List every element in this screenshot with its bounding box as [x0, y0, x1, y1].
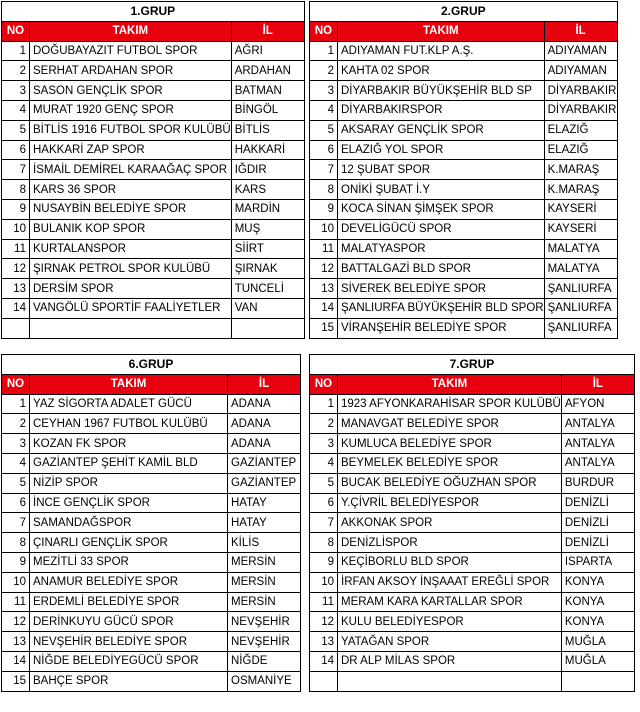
group-table	[309, 1, 618, 339]
row-number: 9	[310, 552, 338, 572]
row-number: 4	[310, 453, 338, 473]
team-name: YAZ SİGORTA ADALET GÜCÜ	[30, 394, 228, 414]
city-name: DİYARBAKIR	[544, 100, 617, 120]
team-name: MURAT 1920 GENÇ SPOR	[30, 100, 232, 120]
team-name: VANGÖLÜ SPORTİF FAALİYETLER	[30, 298, 232, 318]
row-number: 8	[2, 533, 30, 553]
team-name: NUSAYBİN BELEDİYE SPOR	[30, 199, 232, 219]
team-name: Y.ÇİVRİL BELEDİYESPOR	[338, 493, 562, 513]
column-header-city: İL	[231, 21, 304, 41]
row-number: 7	[2, 160, 30, 180]
team-name: NİZİP SPOR	[30, 473, 228, 493]
team-name: BATTALGAZİ BLD SPOR	[338, 259, 545, 279]
row-number: 8	[310, 533, 338, 553]
row-number: 12	[310, 612, 338, 632]
group-title: 7.GRUP	[310, 355, 635, 375]
row-number: 10	[2, 219, 30, 239]
row-number: 10	[2, 572, 30, 592]
team-name: 12 ŞUBAT SPOR	[338, 160, 545, 180]
city-name: ADIYAMAN	[544, 61, 617, 81]
team-name: AKSARAY GENÇLİK SPOR	[338, 120, 545, 140]
city-name: ELAZIĞ	[544, 120, 617, 140]
city-name: ELAZIĞ	[544, 140, 617, 160]
column-header-team: TAKIM	[30, 21, 232, 41]
table-row	[310, 160, 618, 180]
row-number: 14	[310, 651, 338, 671]
table-row	[2, 612, 301, 632]
city-name: ADANA	[228, 414, 301, 434]
row-number: 1	[2, 394, 30, 414]
city-name: BURDUR	[561, 473, 634, 493]
table-row	[2, 671, 301, 691]
row-number: 1	[2, 41, 30, 61]
city-name: ARDAHAN	[231, 61, 304, 81]
group-title: 1.GRUP	[2, 2, 305, 22]
table-row	[2, 41, 305, 61]
team-name: DENİZLİSPOR	[338, 533, 562, 553]
row-number: 3	[2, 434, 30, 454]
team-name: DEVELİGÜCÜ SPOR	[338, 219, 545, 239]
row-number: 4	[310, 100, 338, 120]
table-row	[2, 120, 305, 140]
team-name: SİVEREK BELEDİYE SPOR	[338, 279, 545, 299]
city-name: MUĞLA	[561, 632, 634, 652]
city-name: SİİRT	[231, 239, 304, 259]
city-name: ISPARTA	[561, 552, 634, 572]
team-name: ADIYAMAN FUT.KLP A.Ş.	[338, 41, 545, 61]
row-number: 12	[2, 259, 30, 279]
row-number: 11	[310, 239, 338, 259]
table-row	[2, 239, 305, 259]
city-name: ANTALYA	[561, 453, 634, 473]
team-name: DOĞUBAYAZIT FUTBOL SPOR	[30, 41, 232, 61]
row-number: 3	[310, 434, 338, 454]
team-name: ELAZIĞ YOL SPOR	[338, 140, 545, 160]
row-number: 13	[2, 632, 30, 652]
city-name: AĞRI	[231, 41, 304, 61]
row-number: 5	[2, 473, 30, 493]
empty-row	[310, 671, 635, 691]
team-name: ÇINARLI GENÇLİK SPOR	[30, 533, 228, 553]
city-name: TUNCELİ	[231, 279, 304, 299]
team-name: İNCE GENÇLİK SPOR	[30, 493, 228, 513]
group-table	[309, 354, 635, 692]
table-row	[2, 100, 305, 120]
row-number: 2	[2, 61, 30, 81]
team-name: HAKKARİ ZAP SPOR	[30, 140, 232, 160]
city-name: ANTALYA	[561, 434, 634, 454]
row-number: 5	[2, 120, 30, 140]
table-row	[310, 180, 618, 200]
city-name: MERSİN	[228, 552, 301, 572]
row-number: 10	[310, 219, 338, 239]
table-row	[310, 473, 635, 493]
city-name: ADANA	[228, 394, 301, 414]
city-name: NEVŞEHİR	[228, 632, 301, 652]
city-name: BİTLİS	[231, 120, 304, 140]
table-row	[310, 298, 618, 318]
team-name: VİRANŞEHİR BELEDİYE SPOR	[338, 318, 545, 338]
table-row	[310, 612, 635, 632]
team-name: NİĞDE BELEDİYEGÜCÜ SPOR	[30, 651, 228, 671]
team-name: MANAVGAT BELEDİYE SPOR	[338, 414, 562, 434]
city-name: ŞIRNAK	[231, 259, 304, 279]
group-title: 6.GRUP	[2, 355, 301, 375]
team-name: BAHÇE SPOR	[30, 671, 228, 691]
table-row	[2, 572, 301, 592]
table-row	[2, 651, 301, 671]
row-number: 6	[310, 140, 338, 160]
table-row	[2, 453, 301, 473]
row-number: 6	[310, 493, 338, 513]
table-row	[310, 592, 635, 612]
city-name: MALATYA	[544, 259, 617, 279]
row-number: 9	[310, 199, 338, 219]
city-name: DENİZLİ	[561, 493, 634, 513]
city-name: VAN	[231, 298, 304, 318]
team-name: ANAMUR BELEDİYE SPOR	[30, 572, 228, 592]
city-name: KONYA	[561, 572, 634, 592]
table-row	[2, 298, 305, 318]
table-row	[2, 180, 305, 200]
table-row	[310, 239, 618, 259]
table-row	[2, 473, 301, 493]
row-number: 10	[310, 572, 338, 592]
table-row	[310, 552, 635, 572]
column-header-no: NO	[310, 21, 338, 41]
column-header-no: NO	[2, 374, 30, 394]
row-number: 11	[2, 592, 30, 612]
row-number: 9	[2, 199, 30, 219]
team-name: MEZİTLİ 33 SPOR	[30, 552, 228, 572]
city-name: ANTALYA	[561, 414, 634, 434]
city-name: K.MARAŞ	[544, 160, 617, 180]
team-name: KUMLUCA BELEDİYE SPOR	[338, 434, 562, 454]
team-name: KARS 36 SPOR	[30, 180, 232, 200]
table-row	[2, 414, 301, 434]
team-name: ŞIRNAK PETROL SPOR KULÜBÜ	[30, 259, 232, 279]
row-number: 6	[2, 493, 30, 513]
team-name: KOCA SİNAN ŞİMŞEK SPOR	[338, 199, 545, 219]
column-header-no: NO	[2, 21, 30, 41]
table-row	[2, 219, 305, 239]
team-name: CEYHAN 1967 FUTBOL KULÜBÜ	[30, 414, 228, 434]
row-number: 3	[2, 81, 30, 101]
row-number: 2	[2, 414, 30, 434]
table-row	[2, 434, 301, 454]
team-name: GAZİANTEP ŞEHİT KAMİL BLD	[30, 453, 228, 473]
row-number: 4	[2, 453, 30, 473]
row-number: 7	[2, 513, 30, 533]
table-row	[2, 493, 301, 513]
table-row	[310, 120, 618, 140]
table-row	[310, 513, 635, 533]
table-row	[310, 81, 618, 101]
team-name: DERİNKUYU GÜCÜ SPOR	[30, 612, 228, 632]
table-row	[2, 279, 305, 299]
team-name: KAHTA 02 SPOR	[338, 61, 545, 81]
team-name: DR ALP MİLAS SPOR	[338, 651, 562, 671]
team-name: SERHAT ARDAHAN SPOR	[30, 61, 232, 81]
team-name: NEVŞEHİR BELEDİYE SPOR	[30, 632, 228, 652]
city-name: MERSİN	[228, 572, 301, 592]
city-name: IĞDIR	[231, 160, 304, 180]
city-name: MUŞ	[231, 219, 304, 239]
team-name: BULANIK KOP SPOR	[30, 219, 232, 239]
row-number: 5	[310, 120, 338, 140]
table-row	[310, 394, 635, 414]
column-header-no: NO	[310, 374, 338, 394]
city-name: KİLİS	[228, 533, 301, 553]
row-number: 12	[2, 612, 30, 632]
row-number: 15	[310, 318, 338, 338]
table-row	[310, 219, 618, 239]
city-name: DENİZLİ	[561, 533, 634, 553]
table-row	[310, 259, 618, 279]
city-name: GAZİANTEP	[228, 453, 301, 473]
team-name: KOZAN FK SPOR	[30, 434, 228, 454]
table-row	[2, 394, 301, 414]
city-name: MUĞLA	[561, 651, 634, 671]
row-number: 14	[310, 298, 338, 318]
team-name: KEÇİBORLU BLD SPOR	[338, 552, 562, 572]
table-row	[310, 199, 618, 219]
team-name: ŞANLIURFA BÜYÜKŞEHİR BLD SPOR	[338, 298, 545, 318]
city-name: OSMANİYE	[228, 671, 301, 691]
row-number: 7	[310, 160, 338, 180]
table-row	[2, 199, 305, 219]
team-name: ERDEMLİ BELEDİYE SPOR	[30, 592, 228, 612]
table-row	[2, 160, 305, 180]
group-table	[1, 1, 305, 339]
city-name: GAZİANTEP	[228, 473, 301, 493]
team-name: İSMAİL DEMİREL KARAAĞAÇ SPOR	[30, 160, 232, 180]
row-number: 3	[310, 81, 338, 101]
row-number: 8	[310, 180, 338, 200]
row-number: 2	[310, 61, 338, 81]
city-name: MERSİN	[228, 592, 301, 612]
team-name: KULU BELEDİYESPOR	[338, 612, 562, 632]
city-name: ADANA	[228, 434, 301, 454]
city-name: KONYA	[561, 592, 634, 612]
city-name: KONYA	[561, 612, 634, 632]
row-number: 15	[2, 671, 30, 691]
table-row	[2, 61, 305, 81]
row-number: 13	[2, 279, 30, 299]
team-name: SASON GENÇLİK SPOR	[30, 81, 232, 101]
row-number: 1	[310, 41, 338, 61]
row-number: 13	[310, 279, 338, 299]
team-name: ONİKİ ŞUBAT İ.Y	[338, 180, 545, 200]
column-header-team: TAKIM	[30, 374, 228, 394]
table-row	[2, 592, 301, 612]
table-row	[2, 81, 305, 101]
city-name: BATMAN	[231, 81, 304, 101]
table-row	[310, 533, 635, 553]
city-name: HAKKARİ	[231, 140, 304, 160]
table-row	[310, 318, 618, 338]
table-row	[310, 572, 635, 592]
row-number: 5	[310, 473, 338, 493]
team-name: KURTALANSPOR	[30, 239, 232, 259]
team-name: YATAĞAN SPOR	[338, 632, 562, 652]
city-name: DİYARBAKIR	[544, 81, 617, 101]
row-number: 8	[2, 180, 30, 200]
table-row	[310, 279, 618, 299]
row-number: 6	[2, 140, 30, 160]
table-row	[2, 140, 305, 160]
city-name: ŞANLIURFA	[544, 318, 617, 338]
city-name: HATAY	[228, 493, 301, 513]
table-row	[310, 140, 618, 160]
table-row	[2, 632, 301, 652]
team-name: DİYARBAKIR BÜYÜKŞEHİR BLD SP	[338, 81, 545, 101]
table-row	[310, 41, 618, 61]
team-name: DERSİM SPOR	[30, 279, 232, 299]
team-name: BUCAK BELEDİYE OĞUZHAN SPOR	[338, 473, 562, 493]
row-number: 2	[310, 414, 338, 434]
city-name: NEVŞEHİR	[228, 612, 301, 632]
city-name: BİNGÖL	[231, 100, 304, 120]
table-row	[2, 513, 301, 533]
row-number: 7	[310, 513, 338, 533]
team-name: BİTLİS 1916 FUTBOL SPOR KULÜBÜ	[30, 120, 232, 140]
row-number: 1	[310, 394, 338, 414]
city-name: NİĞDE	[228, 651, 301, 671]
city-name: KARS	[231, 180, 304, 200]
city-name: MALATYA	[544, 239, 617, 259]
team-name: AKKONAK SPOR	[338, 513, 562, 533]
table-row	[310, 434, 635, 454]
team-name: DİYARBAKIRSPOR	[338, 100, 545, 120]
table-row	[310, 493, 635, 513]
team-name: BEYMELEK BELEDİYE SPOR	[338, 453, 562, 473]
row-number: 13	[310, 632, 338, 652]
city-name: ŞANLIURFA	[544, 298, 617, 318]
table-row	[310, 651, 635, 671]
city-name: DENİZLİ	[561, 513, 634, 533]
row-number: 11	[310, 592, 338, 612]
table-row	[310, 414, 635, 434]
city-name: KAYSERİ	[544, 219, 617, 239]
table-row	[2, 259, 305, 279]
column-header-city: İL	[544, 21, 617, 41]
table-row	[310, 453, 635, 473]
team-name: MALATYASPOR	[338, 239, 545, 259]
city-name: AFYON	[561, 394, 634, 414]
column-header-team: TAKIM	[338, 374, 562, 394]
column-header-city: İL	[561, 374, 634, 394]
group-table	[1, 354, 301, 692]
table-row	[310, 61, 618, 81]
row-number: 14	[2, 298, 30, 318]
row-number: 11	[2, 239, 30, 259]
table-row	[310, 632, 635, 652]
table-row	[2, 552, 301, 572]
city-name: KAYSERİ	[544, 199, 617, 219]
table-row	[310, 100, 618, 120]
city-name: ŞANLIURFA	[544, 279, 617, 299]
column-header-team: TAKIM	[338, 21, 545, 41]
row-number: 14	[2, 651, 30, 671]
city-name: HATAY	[228, 513, 301, 533]
row-number: 12	[310, 259, 338, 279]
table-row	[2, 533, 301, 553]
city-name: ADIYAMAN	[544, 41, 617, 61]
group-title: 2.GRUP	[310, 2, 618, 22]
empty-row	[2, 318, 305, 338]
team-name: MERAM KARA KARTALLAR SPOR	[338, 592, 562, 612]
team-name: SAMANDAĞSPOR	[30, 513, 228, 533]
team-name: 1923 AFYONKARAHİSAR SPOR KULÜBÜ	[338, 394, 562, 414]
row-number: 9	[2, 552, 30, 572]
city-name: K.MARAŞ	[544, 180, 617, 200]
team-name: İRFAN AKSOY İNŞAAAT EREĞLİ SPOR	[338, 572, 562, 592]
city-name: MARDİN	[231, 199, 304, 219]
row-number: 4	[2, 100, 30, 120]
column-header-city: İL	[228, 374, 301, 394]
